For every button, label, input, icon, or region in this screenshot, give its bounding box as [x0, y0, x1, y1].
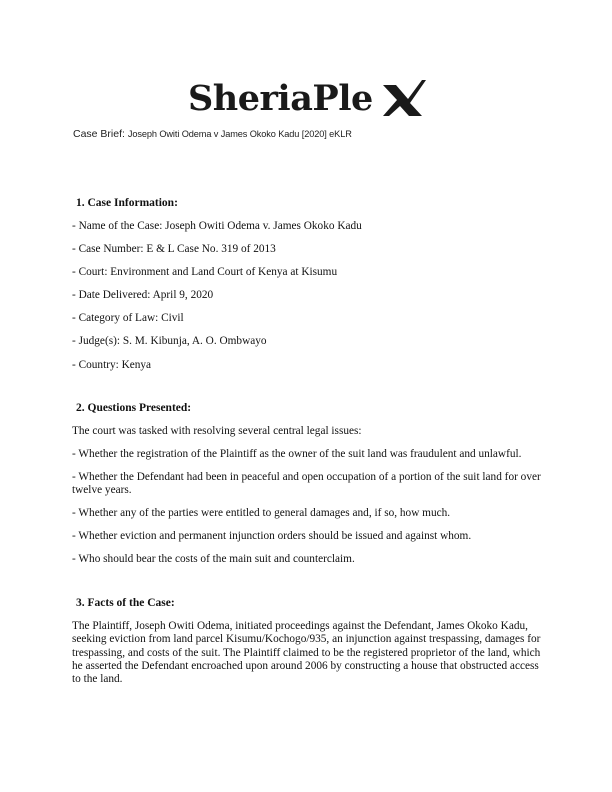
svg-text:SheriaPle: SheriaPle: [188, 78, 373, 119]
case-info-item: - Judge(s): S. M. Kibunja, A. O. Ombwayo: [72, 335, 267, 348]
case-info-item: - Name of the Case: Joseph Owiti Odema v. James Okoko Kadu: [72, 220, 362, 232]
case-info-item: - Court: Environment and Land Court of Kenya at Kisumu: [72, 266, 338, 279]
sheriaplex-logo: [0, 72, 612, 122]
section-heading: 2. Questions Presented:: [76, 401, 192, 414]
questions-list: [72, 448, 542, 567]
question-item: - Whether the Defendant had been in peaceful and open occupation of a portion of the suit land for over twelve years.: [72, 470, 541, 497]
question-item: - Whether any of the parties were entitled to general damages and, if so, how much.: [72, 507, 451, 520]
question-item: - Who should bear the costs of the main suit and counterclaim.: [72, 553, 355, 566]
case-information-section: [72, 196, 542, 372]
case-brief-title: Joseph Owiti Odema v James Okoko Kadu [2020] eKLR: [127, 129, 352, 139]
case-info-item: - Case Number: E & L Case No. 319 of 2013: [72, 243, 276, 256]
questions-intro: The court was tasked with resolving several central legal issues:: [72, 424, 362, 437]
document-body: [72, 196, 542, 716]
sheriaplex-logo-mark: [186, 72, 426, 120]
case-info-item: - Country: Kenya: [72, 358, 152, 371]
case-info-item: - Category of Law: Civil: [72, 312, 184, 325]
question-item: - Whether eviction and permanent injunction orders should be issued and against whom.: [72, 530, 472, 543]
case-brief-label: Case Brief:: [73, 128, 128, 140]
section-heading: 3. Facts of the Case:: [76, 596, 175, 609]
section-heading: 1. Case Information:: [76, 197, 178, 209]
case-info-item: - Date Delivered: April 9, 2020: [72, 289, 214, 302]
facts-paragraph: The Plaintiff, Joseph Owiti Odema, initiated proceedings against the Defendant, James Okoko Kadu, seeking eviction from land parcel Kisumu/Kochogo/935, an injunction against trespassing, damages for trespassing, and costs of the suit. The Plaintiff claimed to be the registered proprietor of the land, which he asserted the Defendant encroached upon around 2006 by constructing a house that obstructed access to the land.: [72, 619, 541, 686]
facts-section: [72, 596, 542, 687]
questions-presented-section: [72, 401, 542, 567]
question-item: - Whether the registration of the Plaintiff as the owner of the suit land was fraudulent and unlawful.: [72, 447, 522, 460]
case-brief-line: [73, 128, 352, 140]
